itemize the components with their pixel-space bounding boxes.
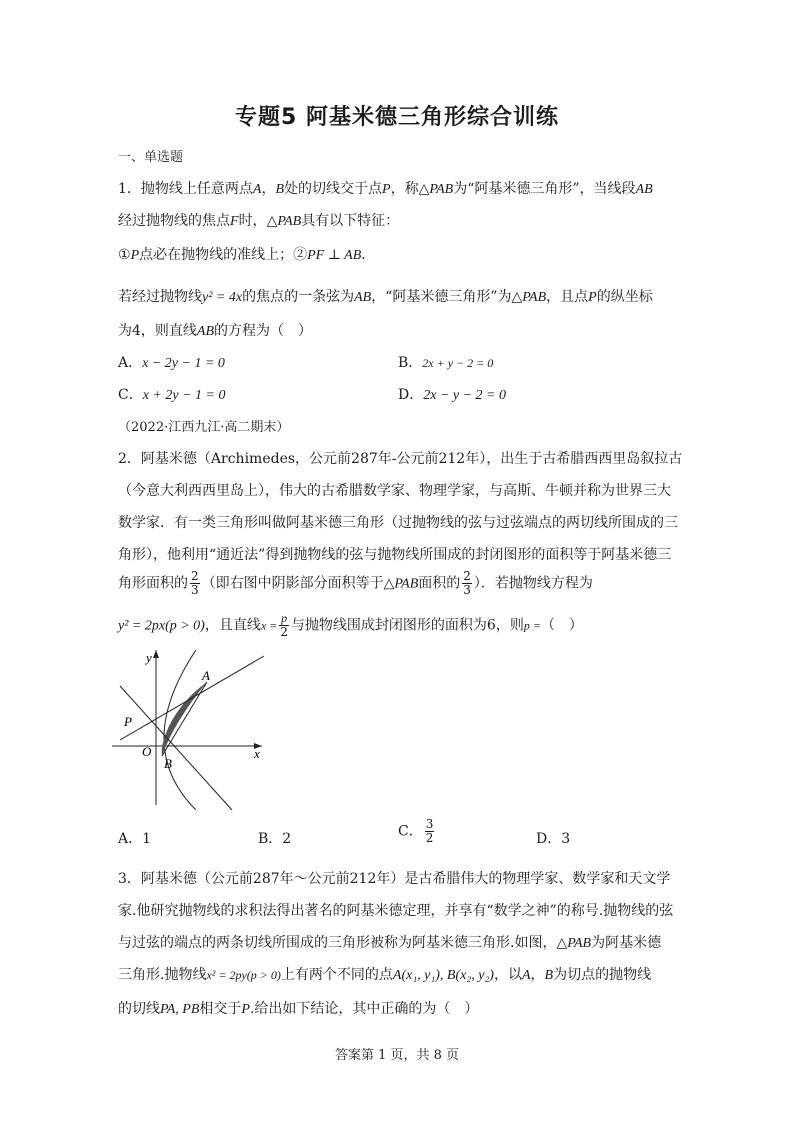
q1-line-1 — [118, 178, 653, 198]
label-o: O — [142, 744, 152, 759]
page-footer: 答案第 1 页，共 8 页 — [334, 1048, 460, 1063]
point-p: P — [241, 1002, 250, 1017]
parabola-equation: x² = 2py(p > 0) — [206, 968, 281, 982]
q2-line-2: （今意大利西西里岛上），伟大的古希腊数学家、物理学家，与高斯、牛顿并称为世界三大 — [118, 483, 671, 499]
points-expr: A(x₁, y₁), B(x₂, y₂) — [392, 968, 494, 983]
frac-den: 2 — [425, 831, 434, 845]
point-b: B — [275, 182, 285, 197]
point-p: P — [382, 182, 391, 197]
triangle-pab: △PAB — [556, 936, 592, 951]
y-axis-arrow — [153, 650, 159, 658]
archimedes-triangle-figure — [112, 650, 272, 810]
page-title: 专题5 阿基米德三角形综合训练 — [235, 105, 559, 130]
text: ① — [118, 247, 131, 263]
label-a: A — [202, 668, 210, 683]
option-label: A． — [118, 355, 143, 371]
text: （即右图中阴影部分面积等于 — [201, 575, 384, 592]
text: 为4，则直线 — [118, 323, 197, 339]
option-text: x − 2y − 1 = 0 — [142, 356, 225, 371]
q1-option-d[interactable] — [398, 384, 506, 404]
frac-num: 2 — [463, 569, 471, 583]
point-a: A — [521, 968, 531, 983]
option-label: C． — [398, 823, 423, 840]
q2-option-c[interactable] — [398, 818, 436, 845]
text: ，“阿基米德三角形”为 — [371, 289, 512, 305]
text: （ ） — [540, 617, 583, 634]
point-p: P — [130, 248, 140, 263]
label-p: P — [124, 714, 132, 729]
q1-line-3 — [118, 244, 375, 264]
q1-line-2 — [118, 210, 399, 230]
tangent-at-a — [120, 656, 264, 740]
tangents-expr: PA, PB — [160, 1002, 200, 1017]
segment-ab: AB — [354, 290, 372, 305]
text: 上有两个不同的点 — [280, 967, 393, 983]
label-x: x — [254, 746, 260, 761]
q3-line-1: 3．阿基米德（公元前287年～公元前212年）是古希腊伟大的物理学家、数学家和天文学 — [118, 871, 671, 887]
frac-den: 3 — [191, 583, 199, 597]
segment-ab: AB — [635, 182, 653, 197]
fraction-p-half — [279, 612, 289, 639]
text: 三角形.抛物线 — [118, 967, 207, 983]
p-equals: p = — [523, 618, 541, 633]
q1-line-4 — [118, 286, 653, 306]
parabola-equation: y² = 2px(p > 0) — [118, 618, 205, 634]
text: ． — [361, 247, 376, 263]
option-text: 2x + y − 2 = 0 — [422, 356, 494, 370]
triangle-pab: △PAB — [383, 576, 419, 592]
q2-option-d[interactable]: D．3 — [536, 831, 571, 847]
option-text: x + 2y − 1 = 0 — [142, 388, 226, 403]
line-equation: x = — [260, 618, 278, 633]
section-heading: 一、单选题 — [118, 150, 184, 165]
text: 为阿基米德 — [591, 935, 662, 951]
text: ）．若抛物线方程为 — [473, 575, 593, 592]
q2-line-4: 角形），他利用“通近法”得到抛物线的弦与抛物线所围成的封闭图形的面积等于阿基米德三 — [118, 547, 672, 563]
text: 与过弦的端点的两条切线所围成的三角形被称为阿基米德三角形.如图， — [118, 935, 557, 951]
fraction-three-halves — [425, 818, 435, 845]
q2-option-b[interactable]: B．2 — [258, 831, 292, 847]
frac-num: 2 — [191, 569, 199, 583]
text: 具有以下特征： — [301, 213, 400, 229]
q1-option-a[interactable] — [118, 352, 225, 372]
option-label: C． — [118, 387, 143, 403]
tangent-at-b — [120, 686, 232, 810]
text: .给出如下结论，其中正确的为（ ） — [249, 1001, 479, 1017]
text: 经过抛物线的焦点 — [118, 213, 230, 229]
text: 与抛物线围成封闭图形的面积为6，则 — [290, 617, 524, 634]
q2-source-note: （2022·江西九江·高二期末） — [118, 420, 290, 435]
label-b: B — [164, 756, 172, 771]
q3-line-2: 家.他研究抛物线的求积法得出著名的阿基米德定理，并享有“数学之神”的称号.抛物线的弦 — [118, 903, 674, 919]
text: 1．抛物线上任意两点 — [118, 181, 253, 197]
perpendicular-expr: PF ⊥ AB — [307, 248, 362, 263]
option-label: D． — [398, 387, 424, 403]
text: ，称 — [390, 181, 419, 197]
frac-den: 3 — [463, 583, 471, 597]
text: ，以 — [493, 967, 522, 983]
option-text: 2x − y − 2 = 0 — [423, 388, 507, 403]
point-b: B — [544, 968, 554, 983]
text: 为切点的抛物线 — [553, 967, 652, 983]
option-label: B． — [398, 355, 423, 371]
q1-option-c[interactable] — [118, 384, 226, 404]
text: 的焦点的一条弦为 — [242, 289, 355, 305]
q2-line-3: 数学家．有一类三角形叫做阿基米德三角形（过抛物线的弦与过弦端点的两切线所围成的三 — [118, 515, 678, 531]
text: 若经过抛物线 — [118, 289, 202, 305]
q2-line-5 — [118, 570, 593, 597]
text: 面积的 — [418, 575, 461, 592]
frac-num: 3 — [425, 817, 434, 831]
parabola-equation: y² = 4x — [202, 290, 243, 305]
fraction-two-thirds — [462, 570, 472, 597]
text: 点必在抛物线的准线上；② — [139, 247, 308, 263]
q3-line-5 — [118, 998, 478, 1018]
text: 角形面积的 — [118, 575, 188, 592]
text: ，且直线 — [204, 617, 261, 634]
triangle-pab: △PAB — [266, 214, 302, 229]
segment-ab: AB — [196, 324, 215, 339]
text: 的纵坐标 — [596, 289, 653, 305]
text: 相交于 — [199, 1001, 242, 1017]
text: 的切线 — [118, 1001, 160, 1017]
q1-line-5 — [118, 320, 312, 340]
point-a: A — [252, 182, 262, 197]
q3-line-3 — [118, 932, 661, 952]
q1-option-b[interactable] — [398, 352, 493, 372]
triangle-pab: △PAB — [511, 290, 547, 305]
frac-num: p — [281, 611, 288, 625]
frac-den: 2 — [280, 625, 288, 639]
text: ， — [261, 181, 276, 197]
text: 的方程为（ ） — [214, 323, 313, 339]
point-p: P — [588, 290, 597, 305]
point-f: F — [230, 214, 239, 229]
triangle-pab: △PAB — [418, 182, 454, 197]
q3-line-4 — [118, 964, 651, 984]
fraction-two-thirds — [190, 570, 200, 597]
label-y: y — [146, 650, 152, 665]
q2-line-1: 2．阿基米德（Archimedes，公元前287年-公元前212年），出生于古希腊西西里岛叙拉古 — [118, 451, 683, 467]
text: ， — [530, 967, 545, 983]
text: 时， — [238, 213, 267, 229]
text: 为“阿基米德三角形”，当线段 — [453, 181, 636, 197]
text: ，且点 — [546, 289, 589, 305]
text: 处的切线交于点 — [284, 181, 383, 197]
q2-line-6 — [118, 612, 583, 639]
q2-option-a[interactable]: A．1 — [118, 831, 152, 847]
